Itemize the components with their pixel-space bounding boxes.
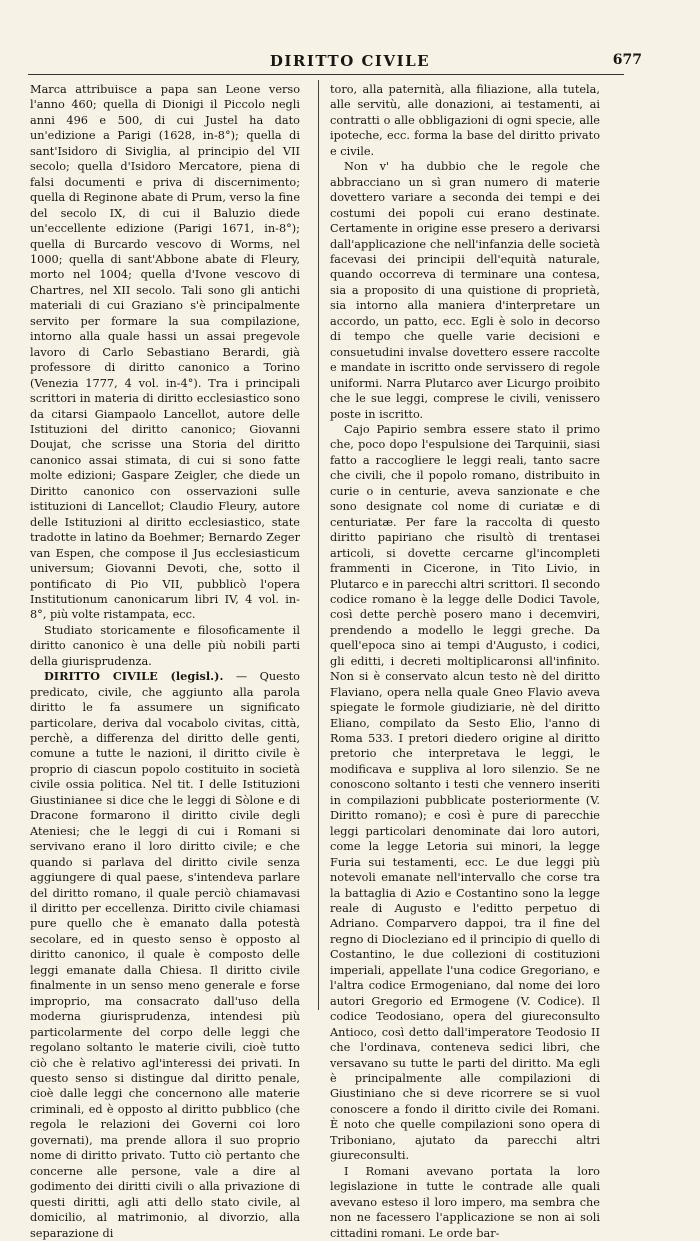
page-number: 677 (612, 52, 642, 68)
paragraph: toro, alla paternità, alla filiazione, alla tutela, alle servitù, alle donazioni, ai testamenti, ai contratti o alle obbligazioni di ogni specie, alle ipoteche, ecc. forma la base del diritto privato e civile. (330, 83, 600, 158)
paragraph: I Romani avevano portata la loro legislazione in tutte le contrade alle quali avevano esteso il loro impero, ma sembra che non ne facessero l'applicazione se non ai soli cittadini romani. Le orde bar- (330, 1164, 600, 1240)
left-column (30, 82, 300, 1240)
column-divider (318, 80, 319, 1010)
paragraph: Non v' ha dubbio che le regole che abbracciano un sì gran numero di materie dovettero variare a seconda dei tempi e dei costumi dei popoli cui erano destinate. Certamente in origine esse presero a derivarsi dall'applicazione che nell'infanzia delle società facevasi dei principii dell'equità naturale, quando occorreva di terminare una contesa, sia a proposito di una quistione di proprietà, sia intorno alla maniera d'interpretare un accordo, un patto, ecc. Egli è solo in decorso di tempo che quelle varie decisioni e consuetudini invalse dovettero essere raccolte e mandate in iscritto onde servissero di regole uniformi. Narra Plutarco aver Licurgo proibito che le sue leggi, comprese le civili, venissero poste in iscritto. (330, 160, 600, 421)
entry-heading: DIRITTO CIVILE (legisl.). (44, 669, 224, 684)
paragraph: Cajo Papirio sembra essere stato il primo che, poco dopo l'espulsione dei Tarquinii, siasi fatto a raccogliere le leggi reali, tanto sacre che civili, che il popolo romano, distribuito in curie o in centurie, aveva sanzionate e che sono designate col nome di curiatæ e di centuriatæ. Per fare la raccolta di questo diritto papiriano che risultò di trentasei articoli, si dovette cercarne gl'incompleti frammenti in Cicerone, in Tito Livio, in Plutarco e in parecchi altri scrittori. Il secondo codice romano è la legge delle Dodici Tavole, così dette perchè posero mano i decemviri, prendendo a modello le leggi greche. Da quell'epoca sino ai tempi d'Augusto, i codici, gli editti, i decreti moltiplicaronsi all'infinito. Non si è conservato alcun testo nè del diritto Flaviano, opera nella quale Gneo Flavio aveva spiegate le formole giudiziarie, nè del diritto Eliano, compilato da Sesto Elio, l'anno di Roma 533. I pretori diedero origine al diritto pretorio che interpretava le leggi, le modificava e suppliva al loro silenzio. Se ne conoscono soltanto i testi che vennero inseriti in compilazioni pubblicate posteriormente (V. Diritto romano); e così è pure di parecchie leggi particolari denominate dai loro autori, come la legge Letoria sui minori, la legge Furia sui testamenti, ecc. Le due leggi più notevoli emanate nell'intervallo che corse tra la battaglia di Azio e Costantino sono la legge reale di Augusto e l'editto perpetuo di Adriano. Comparvero dappoi, tra il fine del regno di Diocleziano ed il principio di quello di Costantino, le due collezioni di costituzioni imperiali, appellate l'una codice Gregoriano, e l'altra codice Ermogeniano, dal nome dei loro autori Gregorio ed Ermogene (V. Codice). Il codice Teodosiano, opera del giureconsulto Antioco, così detto dall'imperatore Teodosio II che l'ordinava, conteneva sedici libri, che versavano su tutte le parti del diritto. Ma egli è principalmente alle compilazioni di Giustiniano che si deve ricorrere se si vuol conoscere a fondo il diritto civile dei Romani. È noto che quelle compilazioni sono opera di Triboniano, ajutato da parecchi altri giureconsulti. (330, 422, 600, 1163)
running-title: DIRITTO CIVILE (269, 52, 431, 70)
entry-paragraph (30, 669, 300, 1241)
running-head (0, 52, 700, 72)
paragraph: Marca attribuisce a papa san Leone verso l'anno 460; quella di Dionigi il Piccolo negli anni 496 e 500, di cui Justel ha dato un'edizione a Parigi (1628, in-8°); quella di sant'Isidoro di Siviglia, al principio del VII secolo; quella d'Isidoro Mercatore, piena di falsi documenti e priva di discernimento; quella di Reginone abate di Prum, verso la fine del secolo IX, di cui il Baluzio diede un'eccellente edizione (Parigi 1671, in-8°); quella di Burcardo vescovo di Worms, nel 1000; quella di sant'Abbone abate di Fleury, morto nel 1004; quella d'Ivone vescovo di Chartres, nel XII secolo. Tali sono gli antichi materiali di cui Graziano s'è principalmente servito per formare la sua compilazione, intorno alla quale hassi un assai pregevole lavoro di Carlo Sebastiano Berardi, già professore di diritto canonico a Torino (Venezia 1777, 4 vol. in-4°). Tra i principali scrittori in materia di diritto ecclesiastico sono da citarsi Giampaolo Lancellot, autore delle Istituzioni del diritto canonico; Giovanni Doujat, che scrisse una Storia del diritto canonico assai stimata, di cui si sono fatte molte edizioni; Gaspare Zeigler, che diede un Diritto canonico con osservazioni sulle istituzioni di Lancellot; Claudio Fleury, autore delle Istituzioni al diritto ecclesiastico, state tradotte in latino da Boehmer; Bernardo Zeger van Espen, che compose il Jus ecclesiasticum universum; Giovanni Devoti, che, sotto il pontificato di Pio VII, pubblicò l'opera Institutionum canonicarum libri IV, 4 vol. in-8°, più volte ristampata, ecc. (30, 83, 300, 622)
header-rule (28, 74, 624, 75)
entry-body: — Questo predicato, civile, che aggiunto alla parola diritto le fa assumere un significato particolare, deriva dal vocabolo civitas, città, perchè, a differenza del diritto delle genti, comune a tutte le nazioni, il diritto civile è proprio di ciascun popolo costituito in società civile ossia politica. Nel tit. I delle Istituzioni Giustinianee si dice che le leggi di Sòlone e di Dracone formarono il diritto civile degli Ateniesi; che le leggi di cui i Romani si servivano erano il loro diritto civile; e che quando si parlava del diritto civile senza aggiungere di qual paese, s'intendeva parlare del diritto romano, il quale perciò chiamavasi il diritto per eccellenza. Diritto civile chiamasi pure quello che è emanato dalla potestà secolare, ed in questo senso è opposto al diritto canonico, il quale è composto delle leggi emanate dalla Chiesa. Il diritto civile finalmente in un senso meno generale e forse improprio, ma consacrato dall'uso della moderna giurisprudenza, intendesi più particolarmente del corpo delle leggi che regolano soltanto le materie civili, cioè tutto ciò che è relativo agl'interessi dei privati. In questo senso si distingue dal diritto penale, cioè dalle leggi che concernono alle materie criminali, ed è opposto al diritto pubblico (che regola le relazioni dei Governi coi loro governati), ma prende allora il suo proprio nome di diritto privato. Tutto ciò pertanto che concerne alle persone, vale a dire al godimento dei diritti civili o alla privazione di questi diritti, agli atti dello stato civile, al domicilio, al matrimonio, al divorzio, alla separazione di (30, 670, 300, 1240)
right-column (330, 82, 600, 1240)
paragraph: Studiato storicamente e filosoficamente il diritto canonico è una delle più nobili parti della giurisprudenza. (30, 623, 300, 668)
